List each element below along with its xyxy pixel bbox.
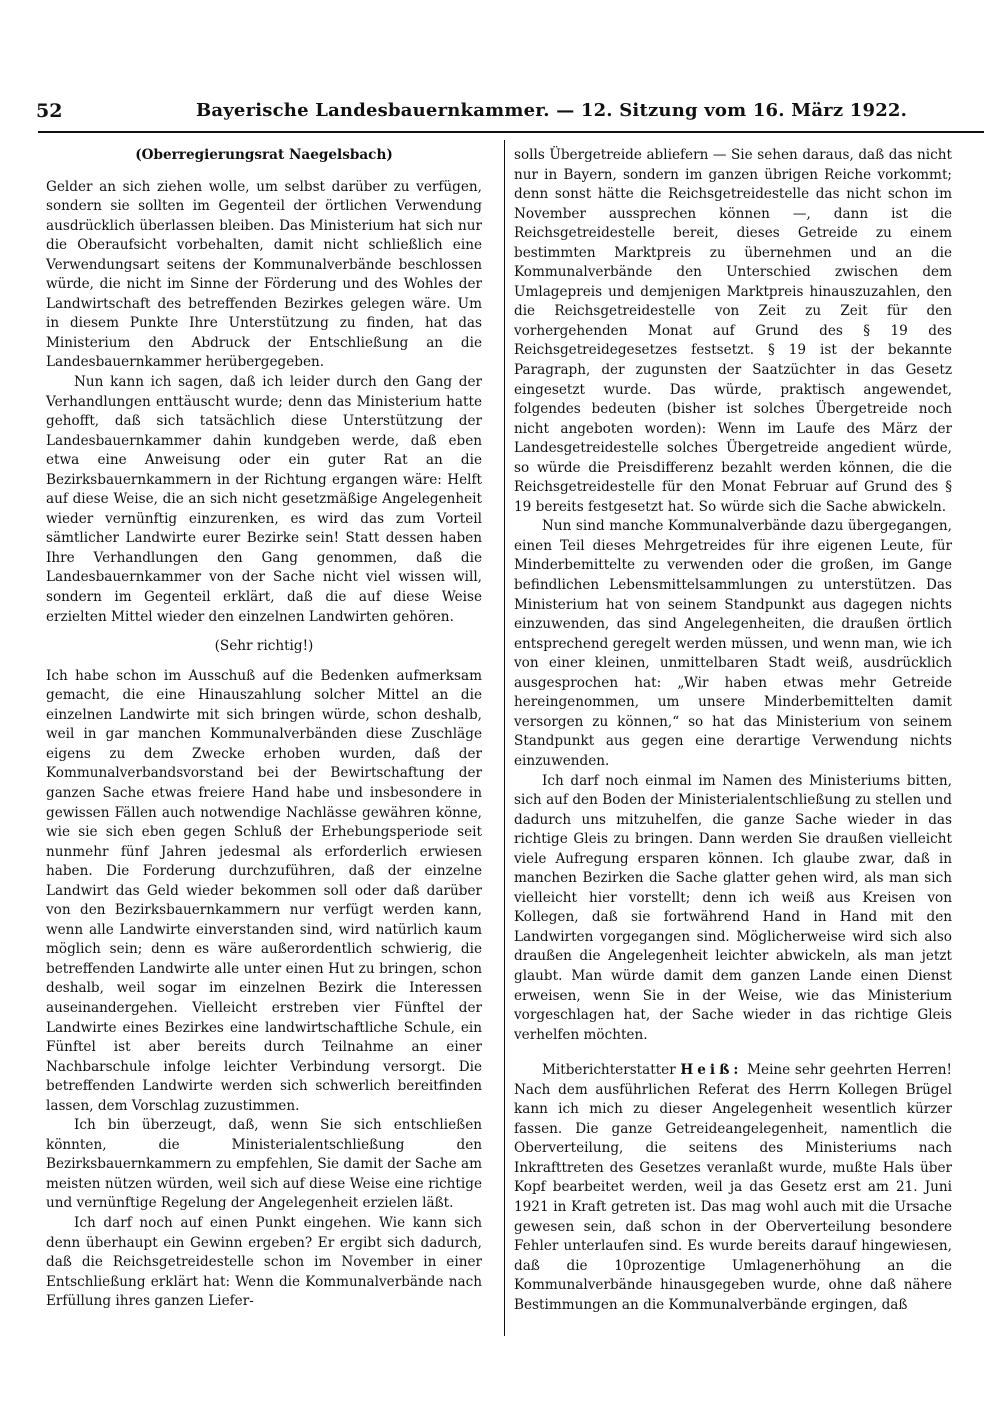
paragraph: Ich darf noch einmal im Namen des Ministeriums bitten, sich auf den Boden der Ministerialentschließung zu stellen und dadurch uns mitzuhelfen, die ganze Sache wieder in das richtige Gleis zu bringen. Dann werden Sie draußen vielleicht viele Aufregung ersparen können. Ich glaube zwar, daß in manchen Bezirken die Sache glatter gehen wird, als man sich vielleicht hier vorstellt; denn ich weiß aus Kreisen von Kollegen, daß sie fortwährend Hand in Hand mit den Landwirten vorgegangen sind. Möglicherweise wird sich also draußen die Angelegenheit leichter abwickeln, als man jetzt glaubt. Man würde damit dem ganzen Lande einen Dienst erweisen, wenn Sie in der Weise, wie das Ministerium vorgeschlagen hat, der Sache wieder in das richtige Gleis verhelfen möchten. xyxy=(514,772,952,1043)
paragraph: solls Übergetreide abliefern — Sie sehen daraus, daß das nicht nur in Bayern, sondern im ganzen übrigen Reiche vorkommt; denn sonst hätte die Reichsgetreidestelle das nicht schon im November aussprechen können —, dann ist die Reichsgetreidestelle bereit, dieses Getreide zu einem bestimmten Marktpreis zu übernehmen und an die Kommunalverbände den Unterschied zwischen dem Umlagepreis und demjenigen Marktpreis hinauszuzahlen, den die Reichsgetreidestelle von Zeit zu Zeit für den vorhergehenden Monat auf Grund des § 19 des Reichsgetreidegesetzes festsetzt. § 19 ist der bekannte Paragraph, der zugunsten der Saatzüchter in das Gesetz eingesetzt wurde. Das würde, praktisch angewendet, folgendes bedeuten (bisher ist solches Übergetreide noch nicht angeboten worden): Wenn im Laufe des März der Landesgetreidestelle solches Übergetreide angedient würde, so würde die Preisdifferenz bezahlt werden können, die die Reichsgetreidestelle für den Monat Februar auf Grund des § 19 bereits festgesetzt hat. So würde sich die Sache abwickeln. xyxy=(514,147,952,515)
header-rule xyxy=(38,131,984,133)
column-divider xyxy=(504,140,505,1336)
paragraph: Nun kann ich sagen, daß ich leider durch den Gang der Verhandlungen enttäuscht wurde; denn das Ministerium hatte gehofft, daß sich tatsächlich diese Unterstützung der Landesbauernkammer dahin kundgeben werde, daß eben etwa eine Anweisung oder ein guter Rat an die Bezirksbauernkammern in der Richtung ergangen wäre: Helft auf diese Weise, die an sich nicht gesetzmäßige Angelegenheit wieder vernünftig einzurenken, es wird das zum Vorteil sämtlicher Landwirte eurer Bezirke sein! Statt dessen haben Ihre Verhandlungen den Gang genommen, daß die Landesbauernkammer von der Sache nicht viel wissen will, sondern im Gegenteil erklärt, daß die auf diese Weise erzielten Mittel wieder den einzelnen Landwirten gehören. xyxy=(46,374,482,625)
paragraph: Nun sind manche Kommunalverbände dazu übergegangen, einen Teil dieses Mehrgetreides für ihre eigenen Leute, für Minderbemittelte zu verwenden oder die großen, im Gange befindlichen Lebensmittelsammlungen zu unterstützen. Das Ministerium hat von seinem Standpunkt aus dagegen nichts einzuwenden, das sind Angelegenheiten, die draußen örtlich entsprechend geregelt werden müssen, und wenn man, wie ich von einer kleinen, unmittelbaren Stadt weiß, ausdrücklich ausgesprochen hat: „Wir haben etwas mehr Getreide hereingenommen, um unsere Minderbemittelten damit versorgen zu können,“ so hat das Ministerium von seinem Standpunkt aus gegen eine derartige Verwendung nichts einzuwenden. xyxy=(514,518,952,769)
right-column xyxy=(514,146,952,1315)
paragraph: Gelder an sich ziehen wolle, um selbst darüber zu verfügen, sondern sie sollten im Gegenteil der örtlichen Verwendung ausdrücklich überlassen bleiben. Das Ministerium hat sich nur die Oberaufsicht vorbehalten, damit nicht schließlich eine Verwendungsart seitens der Kommunalverbände beschlossen würde, die nicht im Sinne der Förderung und des Wohles der Landwirtschaft des betreffenden Bezirkes gelegen wäre. Um in diesem Punkte Ihre Unterstützung zu finden, hat das Ministerium den Abdruck der Entschließung an die Landesbauernkammer herübergegeben. xyxy=(46,178,482,371)
running-title: Bayerische Landesbauernkammer. — 12. Sitzung vom 16. März 1922. xyxy=(196,100,908,121)
speaker-paragraph xyxy=(514,1061,952,1315)
left-column xyxy=(46,146,482,1312)
paragraph: Ich habe schon im Ausschuß auf die Bedenken aufmerksam gemacht, die eine Hinauszahlung solcher Mittel an die einzelnen Landwirte mit sich bringen würde, schon deshalb, weil in gar manchen Kommunalverbänden diese Zuschläge eigens zu dem Zwecke erhoben wurden, daß der Kommunalverbandsvorstand bei der Bewirtschaftung der ganzen Sache etwas freiere Hand habe und insbesondere in gewissen Fällen auch notwendige Nachlässe gewähren könne, wie sie sich eben gegen Schluß der Erhebungsperiode seit nunmehr fünf Jahren jedesmal als erforderlich erwiesen haben. Die Forderung durchzuführen, daß der einzelne Landwirt das Geld wieder bekommen soll oder daß darüber von den Bezirksbauernkammern nur verfügt werden kann, wenn alle Landwirte einverstanden sind, wird natürlich kaum möglich sein; denn es wäre außerordentlich schwierig, die betreffenden Landwirte alle unter einen Hut zu bringen, schon deshalb, weil sogar im einzelnen Bezirk die Interessen auseinandergehen. Vielleicht erstreben vier Fünftel der Landwirte eines Bezirkes eine landwirtschaftliche Schule, ein Fünftel ist aber bereits durch Teilnahme an einer Nachbarschule infolge leichter Verbindung versorgt. Die betreffenden Landwirte werden sich schwerlich bereitfinden lassen, dem Vorschlag zuzustimmen. xyxy=(46,667,482,1114)
interjection: (Sehr richtig!) xyxy=(214,638,314,655)
page-number: 52 xyxy=(36,100,63,122)
paragraph: Ich bin überzeugt, daß, wenn Sie sich entschließen könnten, die Ministerialentschließung den Bezirksbauernkammern zu empfehlen, Sie damit der Sache am meisten nützen würden, weil sich auf diese Weise eine richtige und vernünftige Regelung der Angelegenheit erzielen läßt. xyxy=(46,1117,482,1212)
speaker-attribution: (Oberregierungsrat Naegelsbach) xyxy=(135,147,393,163)
speech-text: Meine sehr geehrten Herren! Nach dem ausführlichen Referat des Herrn Kollegen Brügel kann ich mich zu dieser Angelegenheit wesentlich kürzer fassen. Die ganze Getreideangelegenheit, namentlich die Oberverteilung, die seitens des Ministeriums nach Inkrafttreten des Gesetzes veranlaßt wurde, mußte Hals über Kopf bearbeitet werden, weil ja das Gesetz erst am 21. Juni 1921 in Kraft getreten ist. Das mag wohl auch mit die Ursache gewesen sein, daß schon in der Oberverteilung besondere Fehler unterlaufen sind. Es wurde bereits darauf hingewiesen, daß die 10prozentige Umlagenerhöhung an die Kommunalverbände hinausgegeben wurde, ohne daß nähere Bestimmungen an die Kommunalverbände ergingen, daß xyxy=(514,1062,952,1313)
page-header xyxy=(36,100,980,128)
speaker-role: Mitberichterstatter xyxy=(542,1062,676,1079)
speaker-name: Heiß: xyxy=(680,1062,743,1079)
paragraph: Ich darf noch auf einen Punkt eingehen. Wie kann sich denn überhaupt ein Gewinn ergeben? Er ergibt sich dadurch, daß die Reichsgetreidestelle schon im November in einer Entschließung erklärt hat: Wenn die Kommunalverbände nach Erfüllung ihres ganzen Liefer- xyxy=(46,1214,482,1310)
